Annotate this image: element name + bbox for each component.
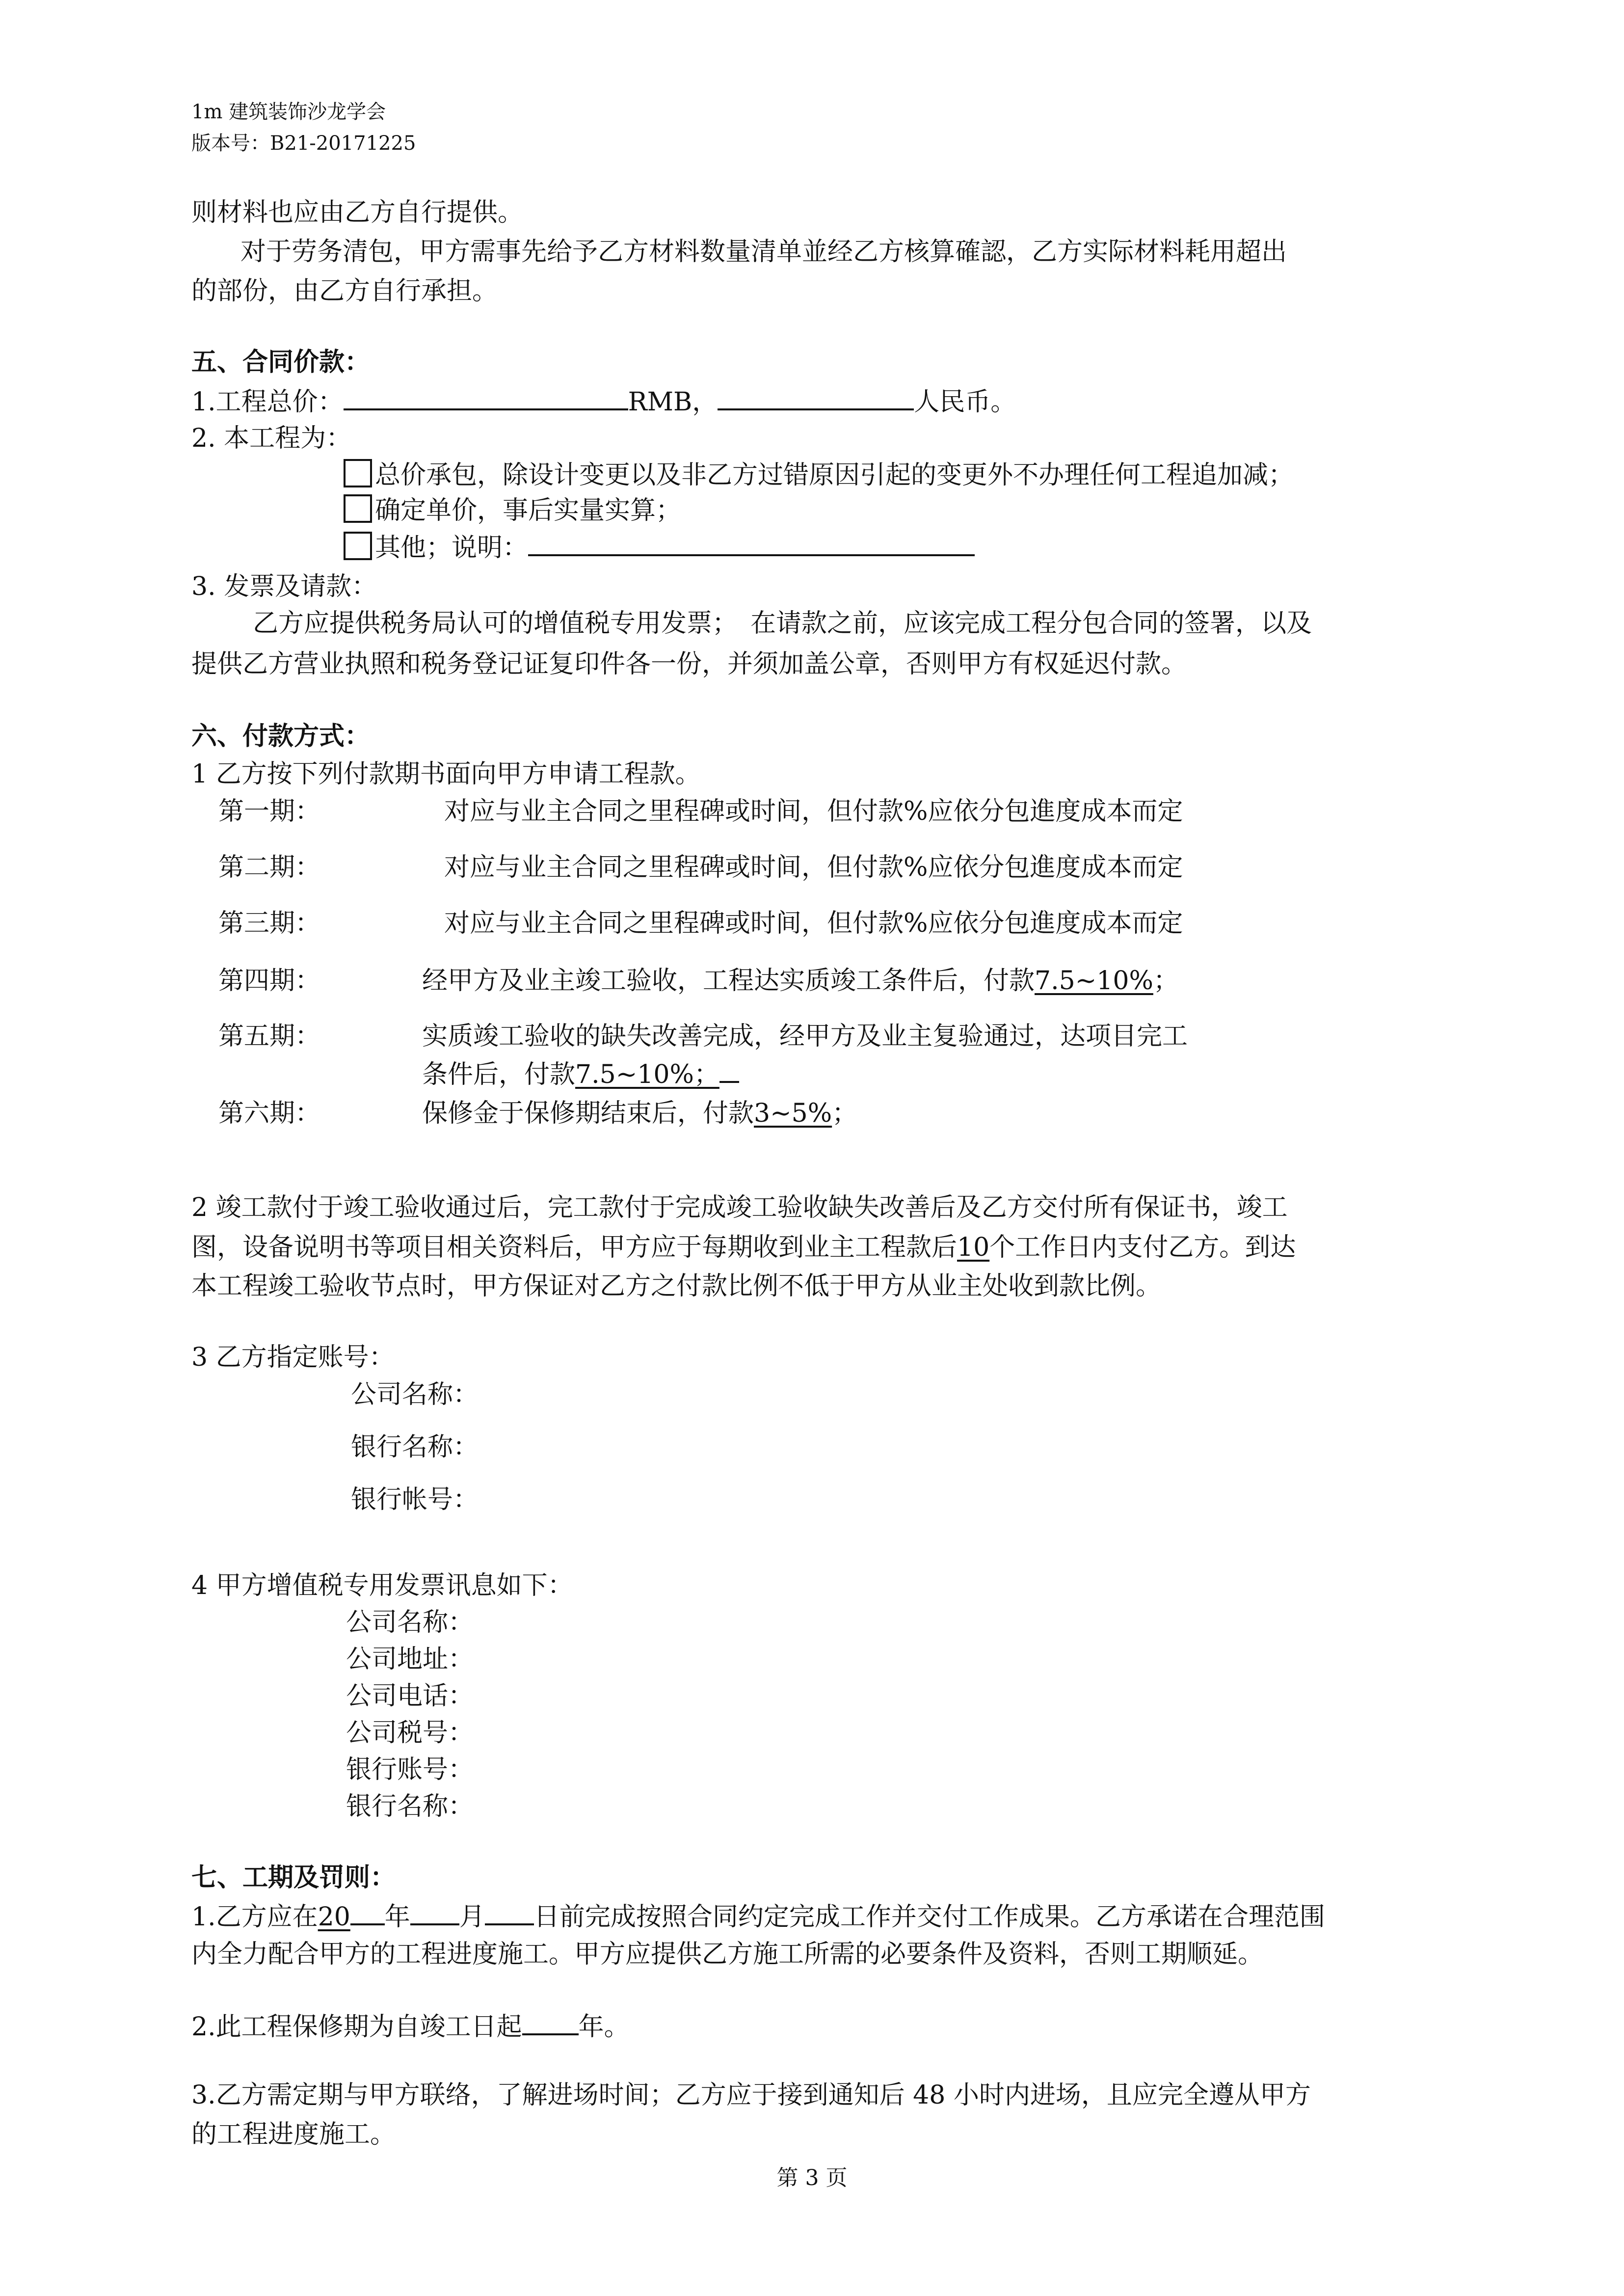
payment-item-2 (191, 1230, 1296, 1265)
year-blank (350, 1898, 385, 1925)
invoice-field-label: 银行名称： (346, 1792, 474, 1821)
checkbox-unit-price[interactable] (344, 494, 372, 523)
total-price-label: 1.工程总价： (191, 387, 344, 417)
page-number: 第 3 页 (776, 2165, 848, 2190)
period-5-percent: 7.5~10%； (575, 1060, 719, 1089)
month-label: 月 (459, 1902, 485, 1932)
warranty-years-blank (522, 2008, 579, 2035)
payment-item-1: 1 乙方按下列付款期书面向甲方申请工程款。 (191, 759, 701, 789)
year-label: 年 (384, 1902, 410, 1932)
total-rmb-blank (344, 383, 628, 410)
period-4-percent: 7.5~10% (1035, 966, 1153, 996)
rmb-cn-label: 人民币。 (914, 387, 1016, 417)
schedule-text: 1.乙方应在 (191, 1902, 318, 1932)
option-other-label: 其他；说明： (375, 533, 529, 563)
option-unit-price (344, 493, 681, 528)
total-cn-blank (718, 383, 914, 410)
payment-item-2: 2 竣工款付于竣工验收通过后，完工款付于完成竣工验收缺失改善后及乙方交付所有保证书，竣工 (191, 1193, 1288, 1222)
period-text: 对应与业主合同之里程碑或时间，但付款%应依分包進度成本而定 (444, 797, 1183, 826)
payment-item-2: 本工程竣工验收节点时，甲方保证对乙方之付款比例不低于甲方从业主处收到款比例。 (191, 1271, 1162, 1301)
period-text (422, 964, 1179, 998)
payment-item-4: 4 甲方增值税专用发票讯息如下： (191, 1571, 573, 1600)
period-label: 第六期： (218, 1099, 321, 1128)
header-org: 1m 建筑装饰沙龙学会 (191, 101, 386, 123)
period-4-text: 经甲方及业主竣工验收，工程达实质竣工条件后，付款 (422, 966, 1035, 996)
option-other (344, 529, 975, 565)
period-label: 第二期： (218, 853, 321, 882)
warranty-line (191, 2008, 630, 2044)
invoice-field-label: 公司电话： (346, 1681, 474, 1711)
invoice-label: 3. 发票及请款： (191, 572, 377, 601)
invoice-field-label: 公司地址： (346, 1645, 474, 1674)
section-6-title: 六、付款方式： (191, 721, 371, 751)
period-text: 对应与业主合同之里程碑或时间，但付款%应依分包進度成本而定 (444, 853, 1183, 882)
intro-line: 对于劳务清包，甲方需事先给予乙方材料数量清单並经乙方核算確認，乙方实际材料耗用超出 (240, 237, 1287, 267)
intro-line: 则材料也应由乙方自行提供。 (191, 198, 524, 227)
payment-item-2-text: 个工作日内支付乙方。到达 (989, 1233, 1296, 1262)
day-blank (485, 1898, 534, 1925)
period-label: 第三期： (218, 909, 321, 938)
section-7-title: 七、工期及罚则： (191, 1863, 396, 1892)
other-description-blank (528, 529, 975, 556)
warranty-text: 2.此工程保修期为自竣工日起 (191, 2012, 522, 2042)
schedule-text: 日前完成按照合同约定完成工作并交付工作成果。乙方承诺在合理范围 (533, 1902, 1325, 1932)
period-text: 实质竣工验收的缺失改善完成，经甲方及业主复验通过，达项目完工 (422, 1022, 1188, 1051)
invoice-field-label: 公司税号： (346, 1718, 474, 1748)
invoice-field-label: 银行账号： (346, 1755, 474, 1784)
entry-line: 的工程进度施工。 (191, 2120, 396, 2149)
checkbox-other[interactable] (344, 532, 372, 560)
section-5-title: 五、合同价款： (191, 347, 371, 377)
option-lump-sum (344, 458, 1294, 492)
option-unit-price-label: 确定单价，事后实量实算； (375, 496, 682, 525)
period-text (422, 1096, 857, 1131)
entry-line: 3.乙方需定期与甲方联络，了解进场时间；乙方应于接到通知后 48 小时内进场，且应完全遵从甲方 (191, 2080, 1311, 2110)
checkbox-lump-sum[interactable] (344, 459, 372, 487)
payment-days: 10 (957, 1233, 990, 1262)
account-field-label: 银行名称： (351, 1432, 479, 1462)
month-blank (410, 1898, 459, 1925)
intro-line: 的部份，由乙方自行承担。 (191, 276, 498, 306)
period-6-percent: 3~5% (754, 1099, 832, 1128)
option-lump-sum-label: 总价承包，除设计变更以及非乙方过错原因引起的变更外不办理任何工程追加减； (375, 460, 1294, 490)
account-field-label: 公司名称： (351, 1380, 479, 1409)
account-field-label: 银行帐号： (351, 1485, 479, 1514)
period-label: 第四期： (218, 966, 321, 996)
schedule-line: 内全力配合甲方的工程进度施工。甲方应提供乙方施工所需的必要条件及资料，否则工期顺延。 (191, 1940, 1264, 1969)
period-text: 对应与业主合同之里程碑或时间，但付款%应依分包進度成本而定 (444, 909, 1183, 938)
schedule-line (191, 1898, 1325, 1934)
year-prefix: 20 (318, 1902, 350, 1932)
period-6-text: 保修金于保修期结束后，付款 (422, 1099, 754, 1128)
period-5-text: 条件后，付款 (422, 1060, 576, 1089)
warranty-text: 年。 (578, 2012, 630, 2042)
period-4-tail: ； (1153, 966, 1179, 996)
period-text (422, 1055, 739, 1092)
rmb-label: RMB， (628, 387, 718, 417)
total-price-line (191, 383, 1016, 419)
payment-item-3: 3 乙方指定账号： (191, 1343, 395, 1372)
invoice-line: 乙方应提供税务局认可的增值税专用发票； 在请款之前，应该完成工程分包合同的签署，以及 (253, 609, 1312, 638)
invoice-field-label: 公司名称： (346, 1608, 474, 1637)
invoice-line: 提供乙方营业执照和税务登记证复印件各一份，并须加盖公章，否则甲方有权延迟付款。 (191, 649, 1187, 679)
period-6-tail: ； (832, 1099, 858, 1128)
period-label: 第五期： (218, 1022, 321, 1051)
contract-type-label: 2. 本工程为： (191, 424, 352, 453)
header-version: 版本号：B21-20171225 (191, 132, 416, 155)
period-label: 第一期： (218, 797, 321, 826)
payment-item-2-text: 图，设备说明书等项目相关资料后，甲方应于每期收到业主工程款后 (191, 1233, 958, 1262)
period-5-blank (719, 1055, 739, 1083)
